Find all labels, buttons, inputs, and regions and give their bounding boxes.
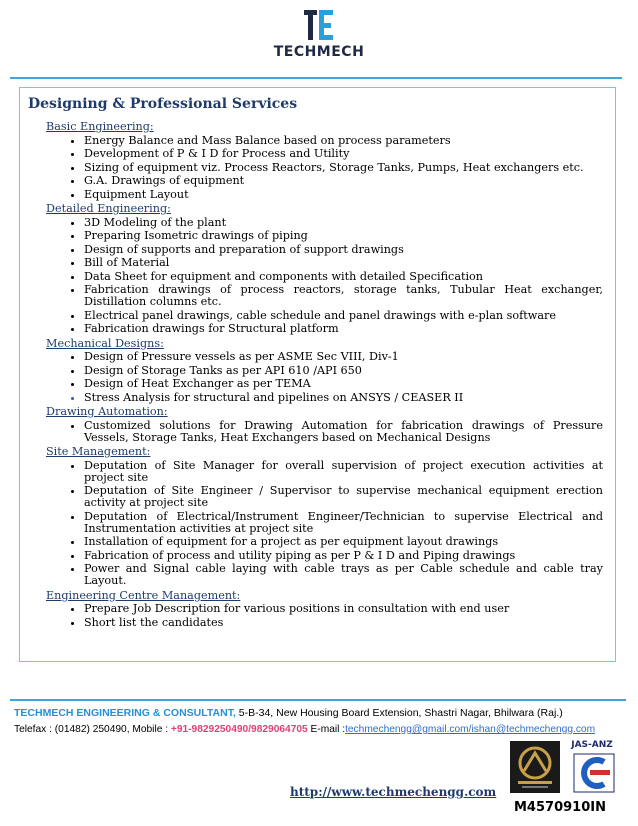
techmech-logo-icon [302, 8, 336, 42]
service-section [46, 202, 607, 335]
list-item: • Fabrication drawings for Structural platform [84, 323, 607, 335]
list-item: • Sizing of equipment viz. Process Reactors, Storage Tanks, Pumps, Heat exchangers etc. [84, 162, 607, 174]
list-item: • Prepare Job Description for various positions in consultation with end user [84, 603, 607, 615]
jas-anz-certification [564, 740, 620, 796]
address-text: 5-B-34, New Housing Board Extension, Shastri Nagar, Bhilwara (Raj.) [235, 707, 563, 719]
page-title: Designing & Professional Services [28, 96, 298, 112]
service-section [46, 405, 607, 444]
list-item: • Data Sheet for equipment and components with detailed Specification [84, 271, 607, 283]
list-item: • Deputation of Electrical/Instrument Engineer/Technician to supervise Electrical and Instrumentation activities at project site [84, 511, 607, 535]
section-heading: Basic Engineering: [46, 120, 154, 133]
company-logo [0, 8, 638, 60]
iso-seal-icon [510, 741, 560, 793]
list-item: • Fabrication drawings of process reactors, storage tanks, Tubular Heat exchanger, Distillation columns etc. [84, 284, 607, 308]
list-item: • Bill of Material [84, 257, 607, 269]
list-item: • Stress Analysis for structural and pipelines on ANSYS / CEASER II [84, 392, 607, 404]
list-item: • Design of Heat Exchanger as per TEMA [84, 378, 607, 390]
footer-address [14, 707, 563, 719]
section-items [46, 460, 607, 588]
company-name: TECHMECH ENGINEERING & CONSULTANT, [14, 707, 236, 719]
list-item: • Electrical panel drawings, cable schedule and panel drawings with e-plan software [84, 310, 607, 322]
list-item: • Deputation of Site Engineer / Supervisor to supervise mechanical equipment erection activity at project site [84, 485, 607, 509]
section-items [46, 135, 607, 201]
list-item: • Preparing Isometric drawings of piping [84, 230, 607, 242]
top-divider [10, 77, 622, 79]
list-item: • Design of supports and preparation of support drawings [84, 244, 607, 256]
list-item: • Power and Signal cable laying with cable trays as per Cable schedule and cable tray Layout. [84, 563, 607, 587]
website-link[interactable]: http://www.techmechengg.com [290, 785, 497, 799]
email-label: E-mail : [307, 724, 346, 735]
jas-anz-label: JAS-ANZ [571, 740, 613, 750]
section-heading: Engineering Centre Management: [46, 588, 241, 602]
sections-list [28, 120, 607, 629]
service-section [46, 120, 607, 201]
list-item: • Customized solutions for Drawing Automation for fabrication drawings of Pressure Vessels, Storage Tanks, Heat Exchangers based on Mechanical Designs [84, 420, 607, 444]
telefax-text: Telefax : (01482) 250490, Mobile : [14, 724, 171, 735]
email-link[interactable]: techmechengg@gmail.com/ishan@techmechengg.com [345, 724, 596, 735]
service-section [46, 337, 607, 404]
services-box [19, 87, 616, 662]
section-items [46, 217, 607, 336]
logo-text: TECHMECH [273, 44, 365, 60]
list-item: • Design of Pressure vessels as per ASME Sec VIII, Div-1 [84, 351, 607, 363]
section-items [46, 420, 607, 444]
service-section [46, 445, 607, 587]
list-item: • Short list the candidates [84, 617, 607, 629]
iso-certification-seal [510, 741, 560, 793]
section-heading: Site Management: [46, 445, 151, 458]
list-item: • Deputation of Site Manager for overall supervision of project execution activities at project site [84, 460, 607, 484]
list-item: • Installation of equipment for a project as per equipment layout drawings [84, 536, 607, 548]
section-items [46, 351, 607, 404]
footer-contact [14, 724, 595, 735]
list-item: • 3D Modeling of the plant [84, 217, 607, 229]
list-item: • Energy Balance and Mass Balance based on process parameters [84, 135, 607, 147]
bottom-divider [10, 699, 626, 701]
mobile-number: +91-9829250490/9829064705 [170, 724, 308, 735]
list-item: • Design of Storage Tanks as per API 610 /API 650 [84, 365, 607, 377]
list-item: • G.A. Drawings of equipment [84, 175, 607, 187]
list-item: • Fabrication of process and utility piping as per P & I D and Piping drawings [84, 550, 607, 562]
section-heading: Detailed Engineering: [46, 202, 171, 215]
service-section [46, 589, 607, 629]
list-item: • Equipment Layout [84, 189, 607, 201]
list-item: • Development of P & I D for Process and Utility [84, 148, 607, 160]
certificate-number: M4570910IN [514, 800, 606, 815]
section-heading: Drawing Automation: [46, 405, 168, 418]
section-items [46, 603, 607, 629]
section-heading: Mechanical Designs: [46, 336, 164, 350]
